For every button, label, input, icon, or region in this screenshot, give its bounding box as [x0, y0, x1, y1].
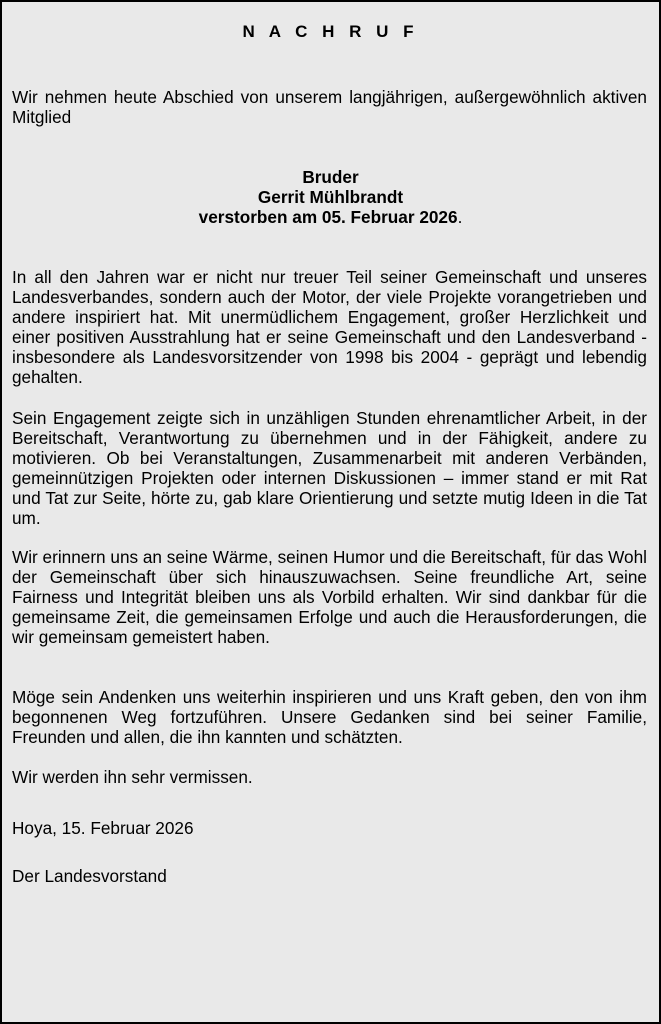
death-date: verstorben am 05. Februar 2026	[198, 207, 458, 227]
paragraph-contributions: In all den Jahren war er nicht nur treuer Teil seiner Gemeinschaft und unseres Landesverbandes, sondern auch der Motor, der viele Projekte vorangetrieben und andere inspiriert hat. Mit unermüdlichem Engagement, großer Herzlichkeit und einer positiven Ausstrahlung hat er seine Gemeinschaft und den Landesverband - insbesondere als Landesvorsitzender von 1998 bis 2004 - geprägt und lebendig gehalten.	[12, 267, 647, 387]
paragraph-memories: Wir erinnern uns an seine Wärme, seinen Humor und die Bereitschaft, für das Wohl der Gemeinschaft über sich hinauszuwachsen. Seine freundliche Art, seine Fairness und Integrität bleiben uns als Vorbild erhalten. Wir sind dankbar für die gemeinsame Zeit, die gemeinsamen Erfolge und auch die Herausforderungen, die wir gemeinsam gemeistert haben.	[12, 547, 647, 647]
death-date-period: .	[457, 207, 463, 227]
paragraph-legacy: Möge sein Andenken uns weiterhin inspirieren und uns Kraft geben, den von ihm begonnenen Weg fortzuführen. Unsere Gedanken sind bei seiner Familie, Freunden und allen, die ihn kannten und schätzten.	[12, 687, 647, 747]
intro-text: Wir nehmen heute Abschied von unserem langjährigen, außergewöhnlich aktiven Mitglied	[12, 87, 647, 127]
place-date: Hoya, 15. Februar 2026	[12, 818, 194, 838]
signature: Der Landesvorstand	[12, 866, 167, 886]
deceased-prefix: Bruder	[302, 167, 359, 187]
deceased-block	[2, 167, 659, 227]
deceased-name: Gerrit Mühlbrandt	[257, 187, 404, 207]
death-date-line	[2, 207, 659, 227]
paragraph-engagement: Sein Engagement zeigte sich in unzähligen Stunden ehrenamtlicher Arbeit, in der Bereitschaft, Verantwortung zu übernehmen und in der Fähigkeit, andere zu motivieren. Ob bei Veranstaltungen, Zusammenarbeit mit anderen Verbänden, gemeinnützigen Projekten oder internen Diskussionen – immer stand er mit Rat und Tat zur Seite, hörte zu, gab klare Orientierung und setzte mutig Ideen in die Tat um.	[12, 408, 647, 528]
paragraph-farewell: Wir werden ihn sehr vermissen.	[12, 767, 253, 787]
obituary-title: N A C H R U F	[242, 22, 419, 41]
